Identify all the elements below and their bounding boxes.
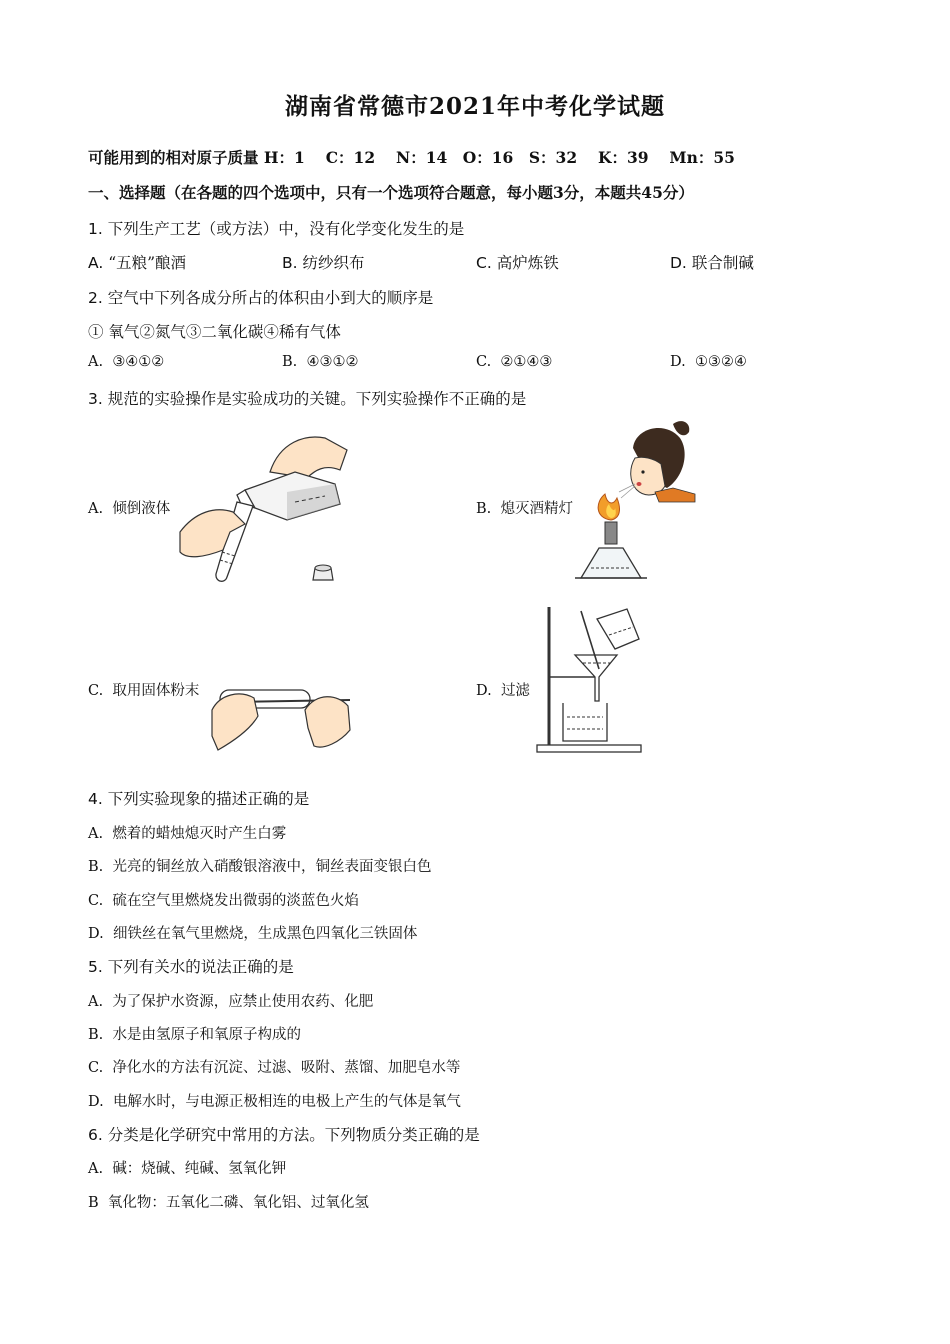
question-stem: 下列实验现象的描述正确的是 [107, 790, 310, 808]
q2-option-c: C. ②①④③ [476, 354, 553, 370]
question-6 [88, 1123, 480, 1145]
question-stem: 分类是化学研究中常用的方法。下列物质分类正确的是 [107, 1126, 480, 1144]
question-stem: 规范的实验操作是实验成功的关键。下列实验操作不正确的是 [107, 390, 527, 408]
question-number: 5. [88, 958, 103, 976]
q2-option-a: A. ③④①② [88, 354, 165, 370]
question-stem: 下列生产工艺（或方法）中，没有化学变化发生的是 [107, 220, 465, 238]
q3-option-b: B. 熄灭酒精灯 [476, 501, 573, 517]
q2-option-d: D. ①③②④ [670, 354, 747, 370]
q6-option-b: B 氧化物：五氧化二磷、氧化铝、过氧化氢 [88, 1195, 369, 1211]
question-3 [88, 387, 526, 409]
q1-option-a: A. “五粮”酿酒 [88, 254, 187, 272]
q6-option-a: A. 碱：烧碱、纯碱、氢氧化钾 [88, 1161, 287, 1177]
question-4 [88, 787, 309, 809]
q1-option-b: B. 纺纱织布 [282, 254, 365, 272]
q4-option-d: D. 细铁丝在氧气里燃烧，生成黑色四氧化三铁固体 [88, 926, 418, 942]
alcohol-lamp-illustration [555, 418, 700, 583]
section-heading: 一、选择题（在各题的四个选项中，只有一个选项符合题意，每小题3分，本题共45分） [88, 183, 694, 202]
q4-option-c: C. 硫在空气里燃烧发出微弱的淡蓝色火焰 [88, 893, 359, 909]
q1-option-d: D. 联合制碱 [670, 254, 754, 272]
q1-option-c: C. 高炉炼铁 [476, 254, 559, 272]
q5-option-c: C. 净化水的方法有沉淀、过滤、吸附、蒸馏、加肥皂水等 [88, 1060, 461, 1076]
question-number: 6. [88, 1126, 103, 1144]
q3-option-d: D. 过滤 [476, 683, 530, 699]
atomic-masses-line: 可能用到的相对原子质量 H：1 C：12 N：14 O：16 S：32 K：39 Mn：55 [88, 148, 735, 167]
q3-option-a: A. 倾倒液体 [88, 501, 171, 517]
question-number: 2. [88, 289, 103, 307]
q4-option-a: A. 燃着的蜡烛熄灭时产生白雾 [88, 826, 287, 842]
q3-option-c: C. 取用固体粉末 [88, 683, 200, 699]
q5-option-a: A. 为了保护水资源，应禁止使用农药、化肥 [88, 994, 374, 1010]
question-5 [88, 955, 294, 977]
question-number: 4. [88, 790, 103, 808]
solid-powder-illustration [210, 680, 355, 755]
q2-component-list: ① 氧气②氮气③二氧化碳④稀有气体 [88, 323, 341, 341]
q2-option-b: B. ④③①② [282, 354, 359, 370]
question-number: 3. [88, 390, 103, 408]
question-stem: 空气中下列各成分所占的体积由小到大的顺序是 [107, 289, 434, 307]
question-1 [88, 217, 464, 239]
question-stem: 下列有关水的说法正确的是 [107, 958, 294, 976]
q4-option-b: B. 光亮的铜丝放入硝酸银溶液中，铜丝表面变银白色 [88, 859, 432, 875]
question-2 [88, 286, 433, 308]
question-number: 1. [88, 220, 103, 238]
pouring-liquid-illustration [175, 432, 355, 587]
q5-option-b: B. 水是由氢原子和氧原子构成的 [88, 1027, 301, 1043]
filtration-illustration [535, 605, 645, 755]
page-title: 湖南省常德市2021年中考化学试题 [284, 93, 665, 120]
q5-option-d: D. 电解水时，与电源正极相连的电极上产生的气体是氧气 [88, 1094, 461, 1110]
